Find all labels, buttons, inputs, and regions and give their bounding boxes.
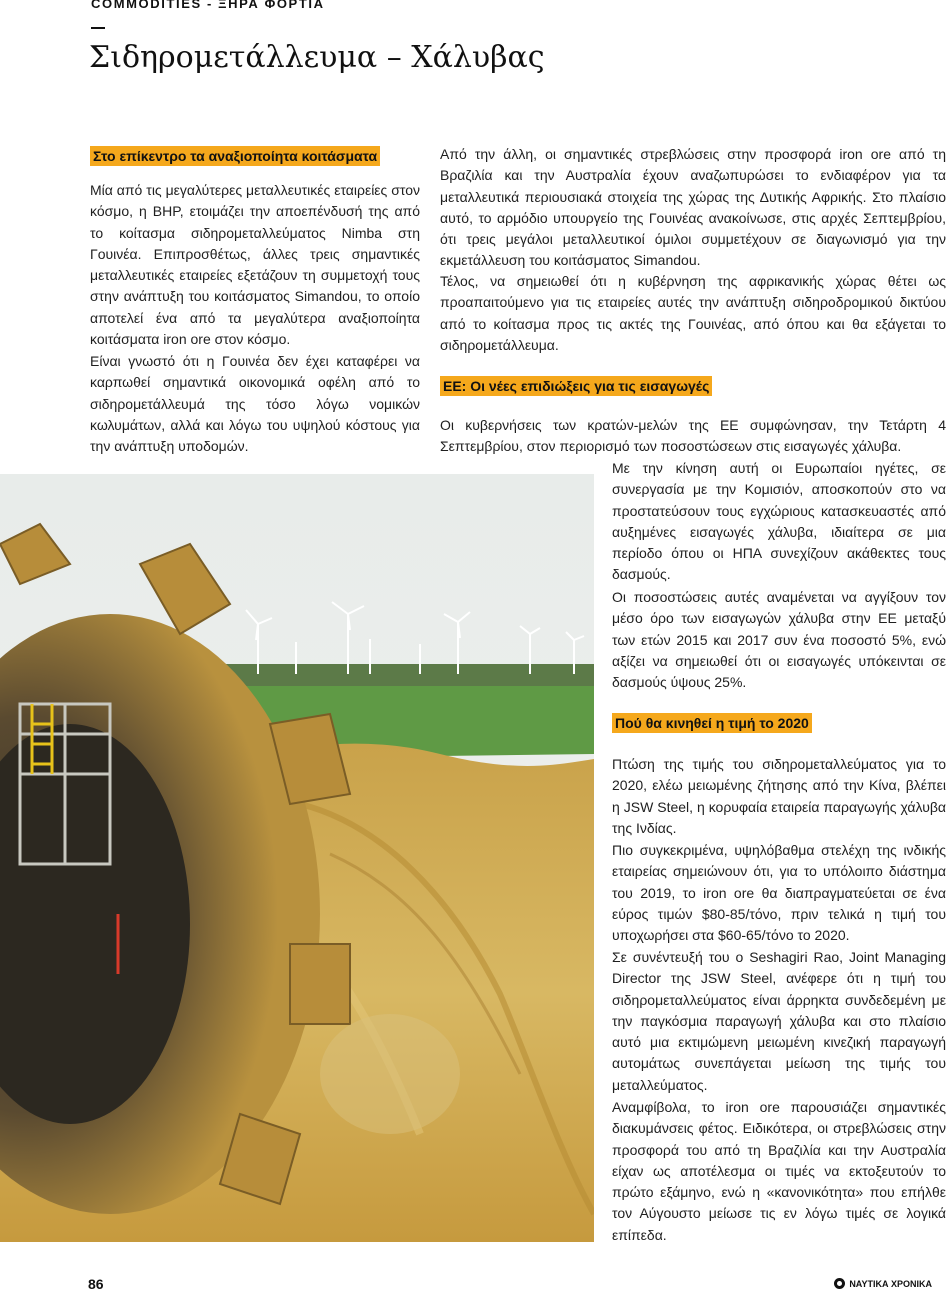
paragraph: Από την άλλη, οι σημαντικές στρεβλώσεις στην προσφορά iron ore από τη Βραζιλία και την Αυστραλία έχουν αναζωπυρώσει το ενδιαφέρον για τα μεταλλευτικά περιουσιακά στοιχεία της χώρας της Δυτικής Αφρικής. Στο πλαίσιο αυτό, το αρμόδιο υπουργείο της Γουινέας ανακοίνωσε, στις αρχές Σεπτεμβρίου, ότι τρεις μεγάλοι μεταλλευτικοί όμιλοι συμμετέχουν σε διαγωνισμό για την εκμετάλλευση του κοιτάσματος Simandou.	[440, 146, 946, 269]
heading-eu-imports	[440, 377, 712, 396]
paragraph: Τέλος, να σημειωθεί ότι η κυβέρνηση της αφρικανικής χώρας θέτει ως προαπαιτούμενο για τις εταιρείες αυτές την ανάπτυξη σιδηροδρομικού δικτύου από το κοίτασμα προς τις ακτές της Γουινέας, από όπου και θα εξάγεται το σιδηρομετάλλευμα.	[440, 273, 946, 353]
paragraph: Οι ποσοστώσεις αυτές αναμένεται να αγγίξουν τον μέσο όρο των εισαγωγών χάλυβα στην ΕΕ μεταξύ των ετών 2015 και 2017 συν ένα ποσοστό 5%, ενώ αξίζει να σημειωθεί ότι οι εισαγωγές υπόκεινται σε δασμούς ύψους 25%.	[612, 589, 946, 691]
paragraph: Είναι γνωστό ότι η Γουινέα δεν έχει καταφέρει να καρπωθεί σημαντικά οικονομικά οφέλη από το σιδηρομετάλλευμά της τόσο λόγω νομικών κωλυμάτων, αλλά και λόγω του υψηλού κόστους για την ανάπτυξη υποδομών.	[90, 353, 420, 455]
paragraph: Με την κίνηση αυτή οι Ευρωπαίοι ηγέτες, σε συνεργασία με την Κομισιόν, αποσκοπούν στο να προστατεύσουν τους εγχώριους κατασκευαστές από αυξημένες εισαγωγές χάλυβα, ιδιαίτερα σε μια περίοδο όπου οι ΗΠΑ συνεχίζουν ακάθεκτες τους δασμούς.	[612, 460, 946, 583]
mining-excavator-photo	[0, 474, 594, 1242]
heading-text: Πού θα κινηθεί η τιμή το 2020	[612, 713, 812, 733]
heading-untapped-deposits	[90, 147, 380, 166]
magazine-logo-icon	[834, 1278, 845, 1289]
header-dash	[91, 27, 105, 29]
article-title: Σιδηρομετάλλευμα – Χάλυβας	[89, 40, 545, 75]
paragraph: Οι κυβερνήσεις των κρατών-μελών της ΕΕ συμφώνησαν, την Τετάρτη 4 Σεπτεμβρίου, στον περιορισμό των ποσοστώσεων στις εισαγωγές χάλυβα.	[440, 417, 946, 455]
paragraph: Σε συνέντευξή του ο Seshagiri Rao, Joint Managing Director της JSW Steel, ανέφερε ότι η τιμή του σιδηρομεταλλεύματος είναι άρρηκτα συνδεδεμένη με την παγκόσμια παραγωγή χάλυβα και στο πλαίσιο αυτό μια εκτιμώμενη μειωμένη κινεζική παραγωγή αυτομάτως συνεπάγεται μείωση της τιμής του μεταλλεύματος.	[612, 949, 946, 1093]
paragraph: Πιο συγκεκριμένα, υψηλόβαθμα στελέχη της ινδικής εταιρείας σημειώνουν ότι, για το υπόλοιπο διάστημα του 2019, το iron ore θα διαπραγματεύεται σε ένα εύρος τιμών $80-85/τόνο, πριν τελικά η τιμή του υποχωρήσει στα $60-65/τόνο το 2020.	[612, 842, 946, 944]
paragraph: Πτώση της τιμής του σιδηρομεταλλεύματος για το 2020, ελέω μειωμένης ζήτησης από την Κίνα, βλέπει η JSW Steel, η κορυφαία εταιρεία παραγωγής χάλυβα της Ινδίας.	[612, 756, 946, 836]
section-label: COMMODITIES - ΞΗΡΑ ΦΟΡΤΙΑ	[91, 0, 325, 11]
heading-text: ΕΕ: Οι νέες επιδιώξεις για τις εισαγωγές	[440, 376, 712, 396]
magazine-brand	[834, 1278, 932, 1289]
heading-price-2020	[612, 714, 812, 733]
heading-text: Στο επίκεντρο τα αναξιοποίητα κοιτάσματα	[90, 146, 380, 166]
page-number: 86	[88, 1276, 104, 1292]
paragraph: Αναμφίβολα, το iron ore παρουσιάζει σημαντικές διακυμάνσεις φέτος. Ειδικότερα, οι στρεβλώσεις στην προσφορά του από τη Βραζιλία και την Αυστραλία είχαν ως αποτέλεσμα οι τιμές να εκτοξευτούν το πρώτο εξάμηνο, ενώ η «κανονικότητα» που επήλθε τον Αύγουστο μείωσε τις εν λόγω τιμές σε λογικά επίπεδα.	[612, 1099, 946, 1243]
magazine-name: ΝΑΥΤΙΚΑ ΧΡΟΝΙΚΑ	[849, 1278, 932, 1289]
paragraph: Μία από τις μεγαλύτερες μεταλλευτικές εταιρείες στον κόσμο, η BHP, ετοιμάζει την αποεπένδυσή της από το κοίτασμα σιδηρομεταλλεύματος Nimba στη Γουινέα. Επιπροσθέτως, άλλες τρεις σημαντικές μεταλλευτικές εταιρείες εξετάζουν τη συμμετοχή τους στην ανάπτυξη του κοιτάσματος Simandou, το οποίο αποτελεί ένα από τα μεγαλύτερα αναξιοποίητα κοιτάσματα iron ore στον κόσμο.	[90, 182, 420, 348]
